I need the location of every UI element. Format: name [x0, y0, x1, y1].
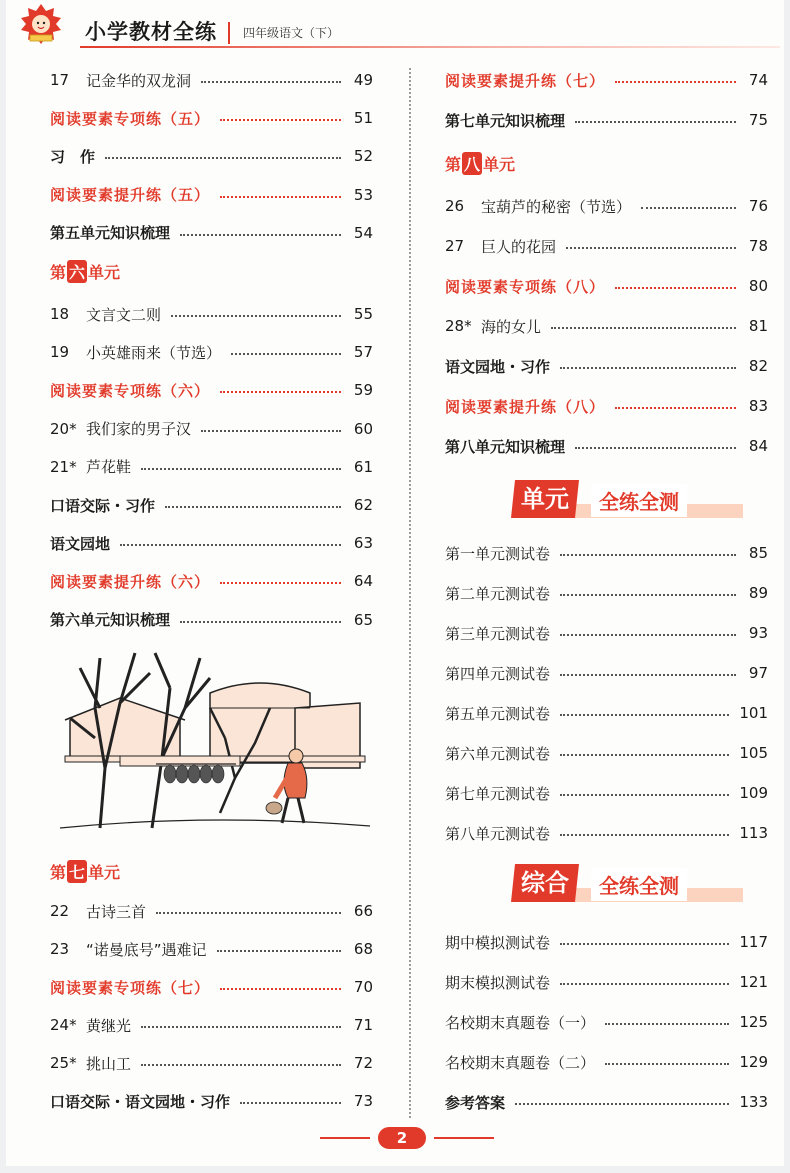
dot-leader [220, 119, 341, 121]
page-ref: 83 [748, 397, 768, 415]
page-ref: 85 [748, 544, 768, 562]
entry-title: 黄继光 [86, 1016, 132, 1035]
page-ref: 53 [353, 185, 373, 204]
entry-title: 海的女儿 [481, 317, 542, 336]
toc-entry[interactable] [50, 1052, 373, 1074]
dot-leader [605, 1063, 729, 1065]
entry-title: 巨人的花园 [481, 237, 557, 256]
entry-title: 习 作 [50, 147, 96, 166]
entry-title: 第八单元知识梳理 [445, 437, 566, 456]
lesson-number: 19 [50, 343, 70, 362]
column-divider [409, 68, 411, 1118]
dot-leader [515, 1103, 729, 1105]
dot-leader [560, 754, 729, 756]
toc-entry[interactable] [445, 1091, 768, 1113]
lesson-number: 27 [445, 237, 465, 255]
toc-entry[interactable] [445, 195, 768, 217]
dot-leader [605, 1023, 729, 1025]
dot-leader [201, 430, 341, 432]
toc-entry[interactable] [445, 542, 768, 564]
toc-entry[interactable] [50, 379, 373, 401]
entry-title: 古诗三首 [86, 902, 147, 921]
footer-rule-right [434, 1137, 494, 1139]
toc-entry[interactable] [445, 69, 768, 91]
dot-leader [560, 834, 729, 836]
dot-leader [615, 407, 736, 409]
lesson-number: 20* [50, 419, 77, 438]
page-ref: 121 [739, 973, 768, 991]
page-ref: 84 [748, 437, 768, 455]
toc-entry[interactable] [50, 107, 373, 129]
entry-title: 第七单元测试卷 [445, 784, 551, 803]
lesson-number: 22 [50, 902, 70, 920]
page-ref: 109 [739, 784, 768, 802]
toc-entry[interactable] [445, 822, 768, 844]
dot-leader [551, 327, 736, 329]
dot-leader [231, 353, 341, 355]
banner-unit-sub: 全练全测 [591, 484, 687, 517]
entry-title: 第四单元测试卷 [445, 664, 551, 683]
page-ref: 55 [353, 305, 373, 323]
page-ref: 133 [739, 1093, 768, 1111]
mascot-logo [12, 2, 70, 46]
toc-entry[interactable] [50, 341, 373, 363]
page-ref: 129 [739, 1053, 768, 1071]
page-ref: 81 [748, 317, 768, 335]
dot-leader [165, 506, 341, 508]
entry-title: 期中模拟测试卷 [445, 933, 551, 952]
entry-title: 语文园地・习作 [445, 357, 551, 376]
dot-leader [220, 196, 341, 198]
lesson-number: 26 [445, 197, 465, 215]
page-ref: 75 [748, 111, 768, 129]
page-ref: 117 [739, 933, 768, 951]
page-ref: 65 [353, 610, 373, 629]
unit-seven-badge: 第 七 单元 [50, 858, 120, 884]
entry-title: 第一单元测试卷 [445, 544, 551, 563]
page-header [0, 0, 790, 50]
entry-title: 阅读要素提升练（八） [445, 397, 606, 416]
entry-title: 语文园地 [50, 534, 111, 553]
entry-title: 阅读要素提升练（六） [50, 572, 211, 591]
dot-leader [560, 983, 729, 985]
page-ref: 76 [748, 197, 768, 215]
toc-entry[interactable] [50, 69, 373, 91]
toc-entry[interactable] [445, 971, 768, 993]
dot-leader [141, 1064, 341, 1066]
toc-entry[interactable] [50, 570, 373, 592]
page-ref: 49 [353, 71, 373, 89]
dot-leader [217, 950, 341, 952]
entry-title: 口语交际・语文园地・习作 [50, 1092, 231, 1111]
entry-title: 第五单元知识梳理 [50, 224, 171, 243]
entry-title: 阅读要素提升练（五） [50, 186, 211, 205]
footer-rule-left [320, 1137, 370, 1139]
dot-leader [641, 207, 736, 209]
banner-comprehensive-label: 综合 [521, 869, 569, 897]
entry-title: 阅读要素专项练（五） [50, 109, 211, 128]
page-ref: 70 [353, 978, 373, 996]
dot-leader [220, 988, 341, 990]
unit-test-banner [513, 480, 763, 522]
toc-entry[interactable] [445, 109, 768, 131]
toc-entry[interactable] [445, 622, 768, 644]
toc-entry[interactable] [50, 494, 373, 516]
banner-comprehensive-sub: 全练全测 [591, 868, 687, 901]
toc-entry[interactable] [445, 355, 768, 377]
page-ref: 66 [353, 902, 373, 920]
dot-leader [560, 794, 729, 796]
page-ref: 71 [353, 1016, 373, 1034]
entry-title: 第八单元测试卷 [445, 824, 551, 843]
entry-title: 口语交际・习作 [50, 496, 156, 515]
toc-entry[interactable] [50, 145, 373, 167]
dot-leader [615, 81, 736, 83]
dot-leader [560, 554, 736, 556]
page-ref: 62 [353, 496, 373, 514]
header-rule [80, 46, 780, 48]
dot-leader [141, 468, 341, 470]
entry-title: 记金华的双龙洞 [86, 71, 192, 90]
toc-entry[interactable] [445, 742, 768, 764]
toc-entry[interactable] [445, 1051, 768, 1073]
page-ref: 51 [353, 109, 373, 128]
page-ref: 125 [739, 1013, 768, 1031]
page-ref: 101 [739, 704, 768, 722]
page-ref: 82 [748, 357, 768, 375]
entry-title: 第七单元知识梳理 [445, 111, 566, 130]
page-ref: 97 [748, 664, 768, 682]
dot-leader [180, 621, 341, 623]
dot-leader [560, 594, 736, 596]
entry-title: 我们家的男子汉 [86, 420, 192, 439]
dot-leader [220, 391, 341, 393]
lesson-number: 23 [50, 940, 70, 958]
page-ref: 80 [748, 277, 768, 295]
toc-entry[interactable] [50, 1014, 373, 1036]
toc-entry[interactable] [445, 435, 768, 457]
toc-entry[interactable] [50, 938, 373, 960]
page-ref: 52 [353, 147, 373, 166]
entry-title: 阅读要素专项练（七） [50, 978, 211, 997]
toc-entry[interactable] [445, 315, 768, 337]
unit-eight-badge: 第 八 单元 [445, 150, 515, 176]
dot-leader [156, 912, 341, 914]
comprehensive-test-banner [513, 864, 763, 906]
lesson-number: 24* [50, 1016, 77, 1034]
toc-entry[interactable] [50, 532, 373, 554]
page-ref: 57 [353, 343, 373, 362]
entry-title: 文言文二则 [86, 305, 162, 324]
entry-title: 第三单元测试卷 [445, 624, 551, 643]
page-ref: 72 [353, 1054, 373, 1072]
entry-title: 名校期末真题卷（一） [445, 1013, 596, 1032]
entry-title: 宝葫芦的秘密（节选） [481, 197, 632, 216]
page-ref: 113 [739, 824, 768, 842]
entry-title: “诺曼底号”遇难记 [86, 940, 207, 959]
dot-leader [566, 247, 736, 249]
lesson-number: 28* [445, 317, 472, 335]
unit-six-badge: 第 六 单元 [50, 258, 120, 284]
toc-entry[interactable] [445, 782, 768, 804]
dot-leader [201, 81, 341, 83]
lesson-number: 21* [50, 457, 77, 476]
dot-leader [180, 234, 341, 236]
dot-leader [105, 157, 341, 159]
entry-title: 第六单元知识梳理 [50, 611, 171, 630]
lesson-number: 18 [50, 305, 70, 323]
book-subtitle: 四年级语文（下） [243, 26, 340, 40]
dot-leader [575, 121, 736, 123]
dot-leader [141, 1026, 341, 1028]
page-ref: 74 [748, 71, 768, 89]
entry-title: 阅读要素提升练（七） [445, 71, 606, 90]
page-ref: 61 [353, 457, 373, 476]
toc-entry[interactable] [445, 275, 768, 297]
entry-title: 阅读要素专项练（六） [50, 381, 211, 400]
toc-entry[interactable] [50, 1090, 373, 1112]
toc-entry[interactable] [50, 976, 373, 998]
entry-title: 第五单元测试卷 [445, 704, 551, 723]
page-ref: 89 [748, 584, 768, 602]
dot-leader [560, 674, 736, 676]
page-ref: 93 [748, 624, 768, 642]
dot-leader [220, 582, 341, 584]
title-separator [228, 22, 230, 44]
book-title: 小学教材全练 [85, 20, 217, 44]
lesson-number: 17 [50, 71, 70, 89]
dot-leader [560, 714, 729, 716]
page-ref: 64 [353, 572, 373, 591]
toc-entry[interactable] [50, 456, 373, 478]
entry-title: 名校期末真题卷（二） [445, 1053, 596, 1072]
page-ref: 60 [353, 419, 373, 438]
dot-leader [560, 943, 729, 945]
toc-entry[interactable] [445, 702, 768, 724]
page-ref: 78 [748, 237, 768, 255]
dot-leader [560, 367, 736, 369]
toc-entry[interactable] [445, 1011, 768, 1033]
dot-leader [615, 287, 736, 289]
entry-title: 参考答案 [445, 1093, 506, 1112]
toc-entry[interactable] [445, 931, 768, 953]
entry-title: 挑山工 [86, 1054, 132, 1073]
banner-unit-label: 单元 [521, 485, 569, 513]
page-ref: 73 [353, 1092, 373, 1110]
page-ref: 54 [353, 223, 373, 242]
page-number: 2 [378, 1127, 426, 1149]
lesson-number: 25* [50, 1054, 77, 1072]
page-ref: 105 [739, 744, 768, 762]
toc-entry[interactable] [445, 235, 768, 257]
toc-entry[interactable] [445, 395, 768, 417]
toc-entry[interactable] [50, 418, 373, 440]
page-ref: 59 [353, 381, 373, 400]
page-ref: 68 [353, 940, 373, 958]
dot-leader [560, 634, 736, 636]
entry-title: 第二单元测试卷 [445, 584, 551, 603]
entry-title: 芦花鞋 [86, 458, 132, 477]
toc-entry[interactable] [50, 303, 373, 325]
page-ref: 63 [353, 534, 373, 553]
toc-entry[interactable] [50, 222, 373, 244]
entry-title: 期末模拟测试卷 [445, 973, 551, 992]
entry-title: 阅读要素专项练（八） [445, 277, 606, 296]
dot-leader [120, 544, 341, 546]
entry-title: 小英雄雨来（节选） [86, 343, 222, 362]
winter-courtyard-illustration [60, 648, 370, 830]
toc-entry[interactable] [50, 184, 373, 206]
dot-leader [171, 315, 341, 317]
toc-entry[interactable] [50, 900, 373, 922]
toc-entry[interactable] [50, 609, 373, 631]
dot-leader [240, 1102, 341, 1104]
dot-leader [575, 447, 736, 449]
toc-entry[interactable] [445, 662, 768, 684]
entry-title: 第六单元测试卷 [445, 744, 551, 763]
toc-entry[interactable] [445, 582, 768, 604]
